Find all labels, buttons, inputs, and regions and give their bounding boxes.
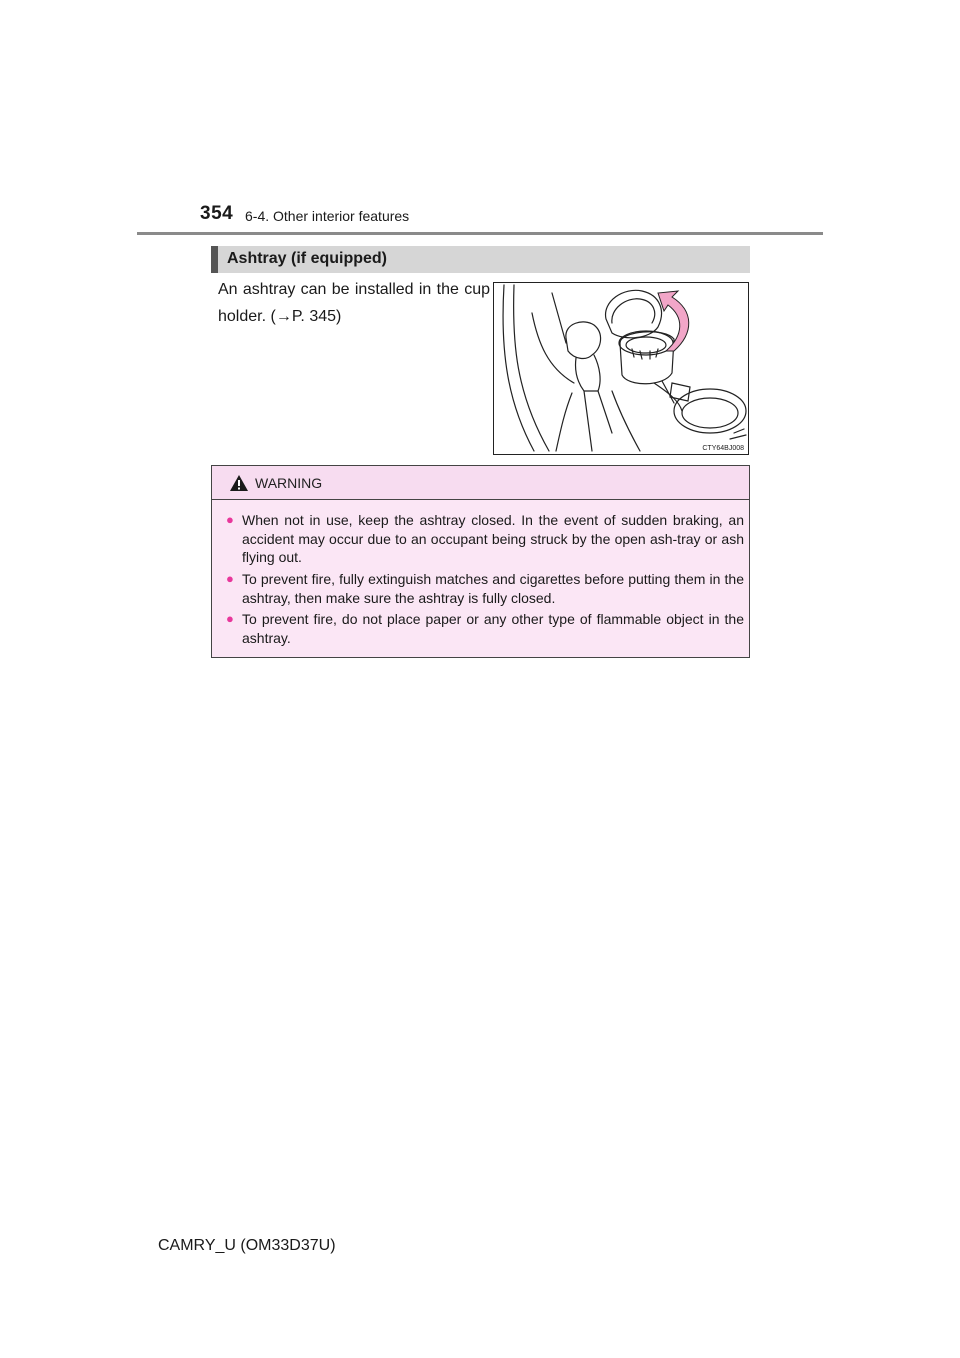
warning-body xyxy=(212,500,749,657)
section-heading xyxy=(211,246,750,273)
warning-item xyxy=(226,570,744,607)
warning-item-text: To prevent fire, do not place paper or any other type of flammable object in the ashtray. xyxy=(242,611,744,646)
warning-label: WARNING xyxy=(255,475,323,491)
section-heading-text: Ashtray (if equipped) xyxy=(227,250,388,267)
intro-paragraph: An ashtray can be installed in the cup holder. (→P. 345) xyxy=(218,281,490,325)
bullet-icon: ● xyxy=(226,571,234,586)
warning-item xyxy=(226,610,744,647)
bullet-icon: ● xyxy=(226,512,234,527)
bullet-icon: ● xyxy=(226,611,234,626)
ashtray-drawing xyxy=(494,283,748,454)
warning-item-text: To prevent fire, fully extinguish matches and cigarettes before putting them in the ashtray, then make sure the ashtray is fully closed. xyxy=(242,571,744,606)
header-divider xyxy=(137,232,823,235)
warning-triangle-icon xyxy=(229,474,249,492)
page-number: 354 xyxy=(200,203,234,224)
document-footer: CAMRY_U (OM33D37U) xyxy=(158,1237,336,1254)
warning-item xyxy=(226,511,744,567)
figure-code: CTY64BJ008 xyxy=(702,445,744,452)
warning-box xyxy=(211,465,750,658)
ashtray-illustration xyxy=(493,282,749,455)
section-title: 6-4. Other interior features xyxy=(245,208,410,224)
warning-header xyxy=(212,466,749,500)
warning-item-text: When not in use, keep the ashtray closed. In the event of sudden braking, an accident may occur due to an occupant being struck by the open ash-tray or ash flying out. xyxy=(242,512,744,565)
